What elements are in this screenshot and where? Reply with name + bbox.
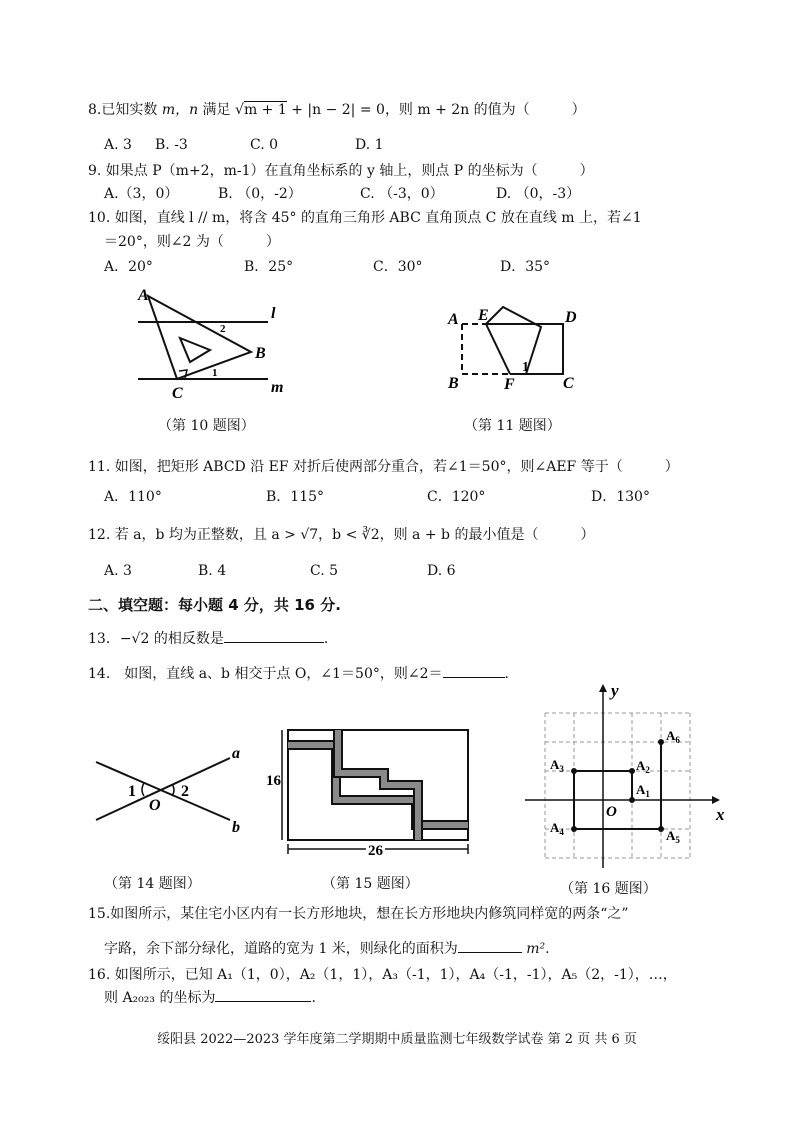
q16-text: 则 A₂₀₂₃ 的坐标为 [104, 990, 216, 1006]
q10-option-b[interactable]: B．25° [244, 259, 294, 275]
q10-option-a[interactable]: A．20° [104, 259, 153, 275]
q12-option-a[interactable]: A. 3 [104, 563, 132, 579]
figure-10 [130, 280, 300, 405]
label-d: D [565, 309, 577, 326]
q11-option-d[interactable]: D．130° [591, 489, 650, 505]
figure-16 [520, 680, 740, 880]
fold-line-ef [486, 324, 510, 374]
q15-stem-line1: 15.如图所示，某住宅小区内有一长方形地块，想在长方形地块内修筑同样宽的两条“之” [88, 906, 629, 922]
label-a3: $A_3$ [550, 757, 564, 774]
q15-stem-line2 [104, 938, 550, 959]
label-a: a [232, 745, 240, 762]
q9-option-b[interactable]: B. （0，-2） [218, 186, 302, 202]
q16-answer-blank[interactable] [215, 987, 311, 1002]
label-a1: $A_1$ [636, 782, 650, 799]
q10-option-d[interactable]: D．35° [500, 259, 551, 275]
caption-fig14: （第 14 题图） [104, 876, 201, 892]
q8-formula-rest: + |n − 2| = 0 [286, 102, 385, 118]
angle-arc-2 [172, 784, 174, 796]
label-angle-1: 1 [128, 783, 136, 800]
inner-triangle [180, 338, 210, 362]
label-a6: $A_6$ [666, 728, 680, 745]
q13-stem [88, 628, 328, 649]
label-angle-2: 2 [220, 323, 226, 335]
q11-stem: 11. 如图，把矩形 ABCD 沿 EF 对折后使两部分重合，若∠1＝50°，则∠AEF 等于（ ） [88, 459, 679, 475]
q8-option-d[interactable]: D. 1 [355, 137, 384, 153]
label-a: A [448, 311, 459, 328]
q12-option-c[interactable]: C. 5 [310, 563, 339, 579]
q8-text-mid: 满足 [198, 102, 236, 118]
x-axis-arrow [712, 796, 720, 804]
triangle-abc [148, 296, 251, 379]
q9-option-a[interactable]: A.（3，0） [104, 186, 179, 202]
q12-stem: 12. 若 a，b 均为正整数，且 a > √7，b < ∛2，则 a + b 的最小值是（ ） [88, 527, 595, 543]
q8-stem [88, 100, 586, 120]
figure-15 [266, 725, 476, 865]
q9-option-d[interactable]: D. （0，-3） [496, 186, 581, 202]
label-angle-1: 1 [522, 360, 529, 375]
caption-fig11: （第 11 题图） [464, 418, 561, 434]
label-y: y [611, 681, 619, 700]
label-26: 26 [368, 843, 383, 859]
label-a2: $A_2$ [636, 758, 650, 775]
section-2-title: 二、填空题：每小题 4 分，共 16 分. [88, 596, 341, 614]
label-e: E [478, 307, 489, 324]
caption-fig10: （第 10 题图） [158, 418, 255, 434]
q8-text-post: ，则 m + 2n 的值为（ ） [384, 102, 586, 118]
q16-stem-line2 [104, 987, 316, 1008]
label-16: 16 [266, 773, 281, 789]
label-x: x [716, 805, 725, 824]
q14-answer-blank[interactable] [443, 663, 505, 678]
q13-answer-blank[interactable] [224, 628, 324, 643]
q10-stem-line1: 10. 如图，直线 l // m，将含 45° 的直角三角形 ABC 直角顶点 C 放在直线 m 上，若∠1 [88, 210, 642, 226]
label-c: C [172, 385, 183, 402]
label-a: A [138, 287, 149, 304]
label-l: l [271, 305, 276, 322]
y-axis-arrow [599, 684, 607, 692]
q11-option-c[interactable]: C．120° [427, 489, 486, 505]
q11-option-b[interactable]: B．115° [266, 489, 325, 505]
q14-period: . [504, 666, 509, 682]
q15-answer-blank[interactable] [458, 938, 522, 953]
label-angle-2: 2 [181, 783, 189, 800]
q16-stem-line1: 16. 如图所示，已知 A₁（1，0），A₂（1，1），A₃（-1，1），A₄（-1，-1），A₅（2，-1），…， [88, 967, 677, 983]
label-a5: $A_5$ [666, 828, 680, 845]
q8-text-pre: 已知实数 [101, 102, 162, 118]
q15-unit: m² [526, 941, 546, 957]
label-m: m [271, 379, 284, 396]
label-f: F [504, 376, 515, 393]
label-b: b [232, 819, 240, 836]
label-angle-1: 1 [212, 367, 218, 379]
q9-option-c[interactable]: C. （-3，0） [360, 186, 444, 202]
label-b: B [448, 375, 459, 392]
caption-fig16: （第 16 题图） [560, 881, 657, 897]
q9-stem: 9. 如果点 P（m+2，m-1）在直角坐标系的 y 轴上，则点 P 的坐标为（ ） [88, 163, 594, 179]
q14-text: 14. 如图，直线 a、b 相交于点 O，∠1＝50°，则∠2＝ [88, 666, 443, 682]
page-footer: 绥阳县 2022—2023 学年度第二学期期中质量监测七年级数学试卷 第 2 页 共 6 页 [157, 1032, 637, 1047]
q13-period: . [323, 631, 329, 647]
q8-option-b[interactable]: B. -3 [155, 137, 188, 153]
q15-text: 字路，余下部分绿化，道路的宽为 1 米，则绿化的面积为 [104, 941, 458, 957]
spiral-path [574, 742, 661, 829]
q10-stem-line2: ＝20°，则∠2 为（ ） [104, 234, 280, 250]
q12-option-b[interactable]: B. 4 [198, 563, 227, 579]
q8-vars: m，n [161, 102, 199, 118]
q12-option-d[interactable]: D. 6 [427, 563, 456, 579]
q16-period: . [311, 990, 316, 1006]
caption-fig15: （第 15 题图） [322, 876, 419, 892]
q10-option-c[interactable]: C．30° [373, 259, 423, 275]
label-a4: $A_4$ [550, 820, 564, 837]
q8-number: 8. [88, 102, 102, 118]
q8-sqrt-sign: √ [235, 102, 244, 118]
q8-option-c[interactable]: C. 0 [250, 137, 279, 153]
label-c: C [563, 375, 574, 392]
q8-option-a[interactable]: A. 3 [104, 137, 132, 153]
label-o: O [606, 804, 617, 820]
q11-option-a[interactable]: A．110° [104, 489, 162, 505]
label-b: B [255, 345, 266, 362]
q15-period: . [545, 941, 550, 957]
q13-text: 13．−√2 的相反数是 [88, 631, 224, 647]
label-o: O [149, 797, 161, 814]
points [571, 739, 664, 832]
figure-11 [446, 300, 586, 395]
q14-stem [88, 663, 509, 684]
figure-14 [92, 740, 252, 835]
q8-radicand: m + 1 [243, 102, 287, 118]
angle-arc-1 [142, 783, 144, 796]
